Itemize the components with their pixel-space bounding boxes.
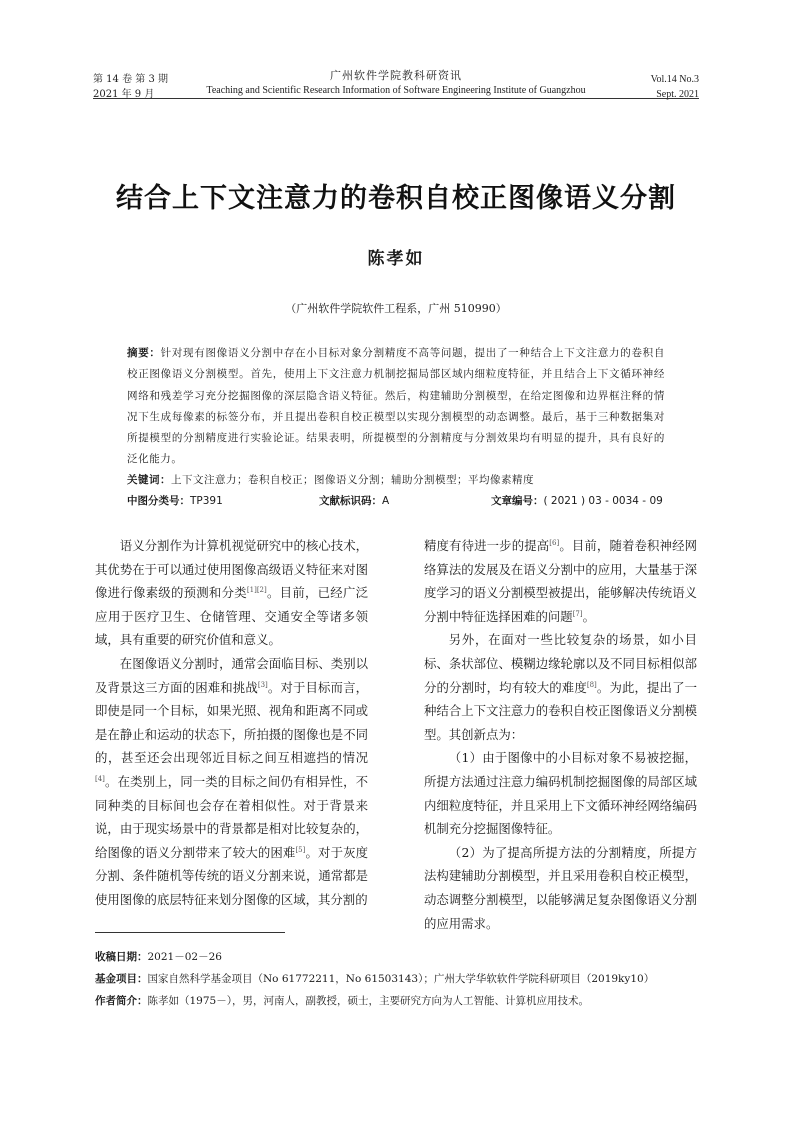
footnote-author-bio: [95, 990, 705, 1012]
header-volume-cn: 第 14 卷 第 3 期: [93, 74, 168, 85]
paragraph: [95, 534, 368, 652]
paragraph-text: 。对于灰度分割、条件随机等传统的语义分割来说，通常都是使用图像的底层特征来划分图像的区域，其分割的: [95, 844, 369, 907]
paragraph-text: 。对于目标而言，即使是同一个目标，如果光照、视角和距离不同或是在静止和运动的状态下，所拍摄的图像也是不同的，甚至还会出现邻近目标之间互相遮挡的情况: [95, 679, 369, 766]
article-title: 结合上下文注意力的卷积自校正图像语义分割: [116, 183, 676, 214]
paragraph-text: 。目前，已经广泛应用于医疗卫生、仓储管理、交通安全等诸多领域，具有重要的研究价值和意义。: [95, 585, 369, 648]
paragraph-text: 。为此，提出了一种结合上下文注意力的卷积自校正图像语义分割模型。其创新点为：: [424, 679, 698, 742]
header-date-cn: 2021 年 9 月: [93, 89, 155, 100]
paragraph-text: 另外，在面对一些比较复杂的场景，如小目标、条状部位、模糊边缘轮廓以及不同目标相似部分的分割时，均有较大的难度: [424, 632, 697, 695]
header-divider: [93, 98, 699, 99]
bio-label: 作者简介：: [95, 995, 148, 1007]
keywords-label: 关键词：: [127, 474, 171, 486]
footnote-divider: [95, 932, 285, 933]
abstract: [127, 343, 665, 471]
article-no-value: ( 2021 ) 03 - 0034 - 09: [543, 495, 663, 507]
document-code: [319, 493, 389, 508]
citation: [3]: [257, 680, 268, 689]
paragraph-text: 语义分割作为计算机视觉研究中的核心技术，其优势在于可以通过使用图像高级语义特征来对图像进行像素级的预测和分类: [95, 538, 368, 601]
footnote-fund: [95, 968, 705, 990]
citation: [5]: [295, 845, 306, 854]
clc-number: [127, 493, 223, 508]
paragraph-text: 。目前，随着卷积神经网络算法的发展及在语义分割中的应用，大量基于深度学习的语义分割模型被提出，能够解决传统语义分割中特征选择困难的问题: [424, 538, 698, 624]
footnote-received: [95, 946, 705, 968]
received-value: 2021－02－26: [147, 951, 222, 963]
header-date-en: Sept. 2021: [656, 89, 699, 100]
citation: [7]: [572, 609, 583, 618]
citation: [4]: [95, 774, 105, 783]
doc-code-value: A: [382, 495, 390, 507]
header-journal-en: Teaching and Scientific Research Information of Software Engineering Institute of Guangzhou: [206, 85, 586, 96]
article-no-label: 文章编号：: [491, 495, 544, 507]
paragraph: [424, 534, 697, 628]
paragraph-text: 。: [582, 608, 595, 624]
article-affiliation: （广州软件学院软件工程系，广州 510990）: [285, 302, 507, 315]
body-column-left: [95, 534, 368, 912]
footnotes: [95, 946, 705, 1012]
paragraph-text: 在图像语义分割时，通常会面临目标、类别以及背景这三方面的困难和挑战: [95, 655, 368, 695]
paragraph-text: 精度有待进一步的提高: [424, 538, 550, 553]
clc-value: TP391: [190, 495, 223, 507]
fund-label: 基金项目：: [95, 973, 148, 985]
fund-value: 国家自然科学基金项目（No 61772211，No 61503143）；广州大学华软软件学院科研项目（2019ky10）: [147, 973, 655, 985]
paragraph: （1）由于图像中的小目标对象不易被挖掘，所提方法通过注意力编码机制挖掘图像的局部区域内细粒度特征，并且采用上下文循环神经网络编码机制充分挖掘图像特征。: [424, 750, 697, 837]
doc-code-label: 文献标识码：: [319, 495, 382, 507]
abstract-label: 摘要：: [127, 347, 161, 359]
header-journal: [200, 68, 592, 98]
keywords-text: 上下文注意力；卷积自校正；图像语义分割；辅助分割模型；平均像素精度: [171, 474, 534, 486]
citation: [1][2]: [246, 586, 267, 595]
clc-label: 中图分类号：: [127, 495, 190, 507]
paragraph: [424, 628, 697, 746]
header-journal-cn: 广州软件学院教科研资讯: [330, 69, 462, 82]
received-label: 收稿日期：: [95, 951, 148, 963]
bio-value: 陈孝如（1975－），男，河南人，副教授，硕士，主要研究方向为人工智能、计算机应用技术。: [147, 995, 589, 1007]
paragraph: [95, 652, 368, 912]
body-column-right: [424, 534, 697, 935]
citation: [6]: [549, 538, 560, 547]
abstract-text: 针对现有图像语义分割中存在小目标对象分割精度不高等问题，提出了一种结合上下文注意力的卷积自校正图像语义分割模型。首先，使用上下文注意力机制挖掘局部区域内细粒度特征，并且结合上下文循环神经网络和残差学习充分挖掘图像的深层隐含语义特征。然后，构建辅助分割模型，在给定图像和边界框注释的情况下生成每像素的标签分布，并且提出卷积自校正模型以实现分割模型的动态调整。最后，基于三种数据集对所提模型的分割精度进行实验论证。结果表明，所提模型的分割精度与分割效果均有明显的提升，具有良好的泛化能力。: [127, 347, 665, 466]
article-author: 陈孝如: [367, 249, 425, 269]
paragraph: （2）为了提高所提方法的分割精度，所提方法构建辅助分割模型，并且采用卷积自校正模型，动态调整分割模型，以能够满足复杂图像语义分割的应用需求。: [424, 844, 697, 931]
article-number: [491, 493, 663, 508]
paragraph-text: 。在类别上，同一类的目标之间仍有相异性，不同种类的目标间也会存在着相似性。对于背景来说，由于现实场景中的背景都是相对比较复杂的，给图像的语义分割带来了较大的困难: [95, 773, 368, 860]
keywords: [127, 472, 665, 487]
header-volume-en: Vol.14 No.3: [650, 74, 699, 85]
citation: [8]: [586, 680, 597, 689]
